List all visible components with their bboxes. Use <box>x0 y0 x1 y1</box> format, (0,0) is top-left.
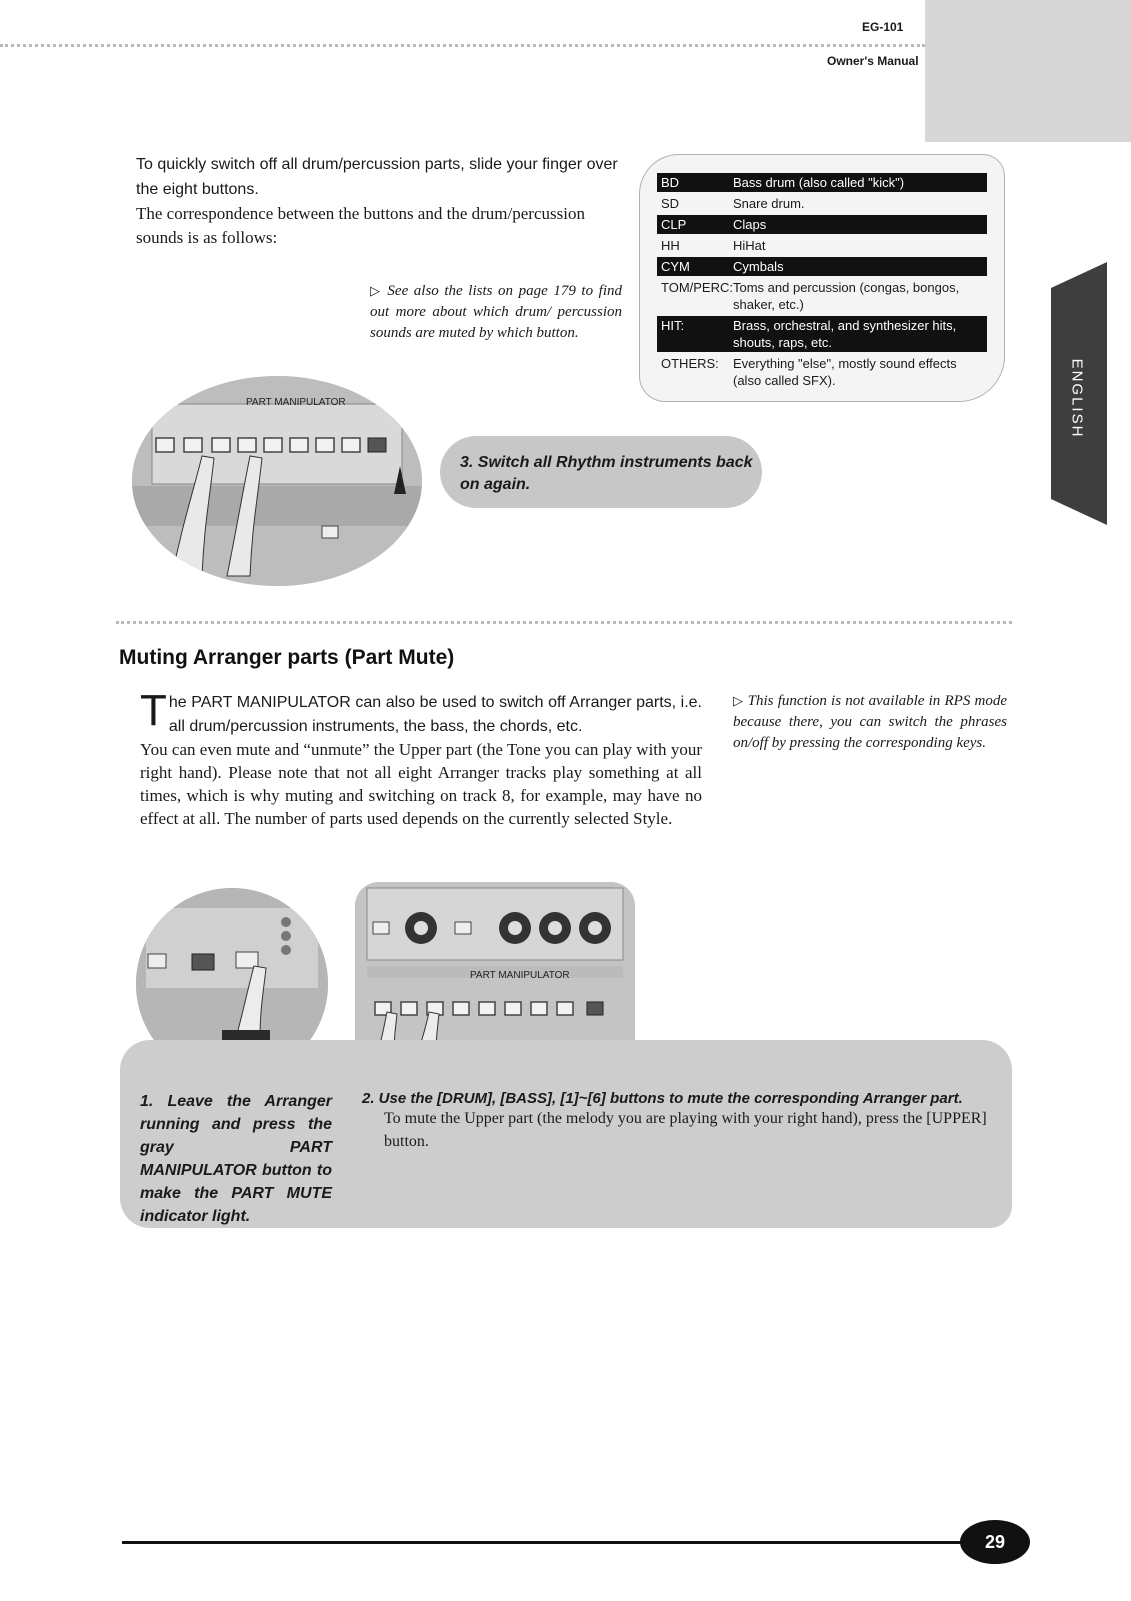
header-gray-block <box>925 0 1131 142</box>
model-name: EG-101 <box>862 20 904 34</box>
see-also-note <box>370 280 622 344</box>
panel-title-label: PART MANIPULATOR <box>246 397 346 408</box>
legend-row: TOM/PERC: Toms and percussion (congas, bongos, shaker, etc.) <box>661 280 960 312</box>
drum-legend-list <box>657 173 987 392</box>
step1-text: 1. Leave the Arranger running and press the gray PART MANIPULATOR button to make the PART MUTE indicator light. <box>140 1093 332 1225</box>
section-body-text: You can even mute and “unmute” the Upper part (the Tone you can play with your right hand). Please note that not all eight Arranger tracks play something at all times, which is why muting and switching on track 8, for example, may have no effect at all. The number of parts used depends on the currently selected Style. <box>140 740 702 828</box>
step2 <box>362 1090 1000 1153</box>
section-body <box>140 686 702 830</box>
legend-row: HIT: Brass, orchestral, and synthesizer hits, shouts, raps, etc. <box>657 316 987 352</box>
section-lead: he PART MANIPULATOR can also be used to switch off Arranger parts, i.e. all drum/percussion instruments, the bass, the chords, etc. <box>168 694 702 735</box>
see-also-text: See also the lists on page 179 to find out more about which drum/ percussion sounds are muted by which button. <box>370 283 623 341</box>
manual-title: Owner's Manual <box>827 54 919 68</box>
rps-note-text: This function is not available in RPS mode because there, you can switch the phrases on/off by pressing the corresponding keys. <box>733 693 1008 751</box>
legend-row: BD Bass drum (also called "kick") <box>657 173 987 192</box>
legend-row: CYM Cymbals <box>657 257 987 276</box>
intro-sentence-1: To quickly switch off all drum/percussion parts, slide your finger over the eight buttons. <box>136 156 618 198</box>
language-tab-label: ENGLISH <box>1068 358 1086 438</box>
step3-text: 3. Switch all Rhythm instruments back on again. <box>460 454 753 493</box>
intro-paragraph <box>136 152 621 250</box>
rps-note <box>733 690 1007 754</box>
footer-rule <box>122 1541 982 1544</box>
legend-row: CLP Claps <box>657 215 987 234</box>
page-number: 29 <box>960 1520 1030 1564</box>
section-dotted-rule <box>116 621 1012 624</box>
legend-row: HH HiHat <box>661 238 766 253</box>
section-title: Muting Arranger parts (Part Mute) <box>119 646 455 669</box>
step2-text: To mute the Upper part (the melody you are playing with your right hand), press the [UPPER] button. <box>384 1110 987 1150</box>
triangle-pointer-icon: ▷ <box>733 693 744 708</box>
drop-cap: T <box>140 686 167 735</box>
header-dotted-rule <box>0 44 925 47</box>
legend-row: SD Snare drum. <box>661 196 805 211</box>
intro-sentence-2: The correspondence between the buttons and the drum/percussion sounds is as follows: <box>136 204 585 247</box>
panel-title-label: PART MANIPULATOR <box>470 970 570 981</box>
legend-row: OTHERS: Everything "else", mostly sound effects (also called SFX). <box>661 356 957 388</box>
triangle-pointer-icon: ▷ <box>370 283 382 298</box>
step2-heading: 2. Use the [DRUM], [BASS], [1]~[6] buttons to mute the corresponding Arranger part. <box>362 1090 963 1107</box>
